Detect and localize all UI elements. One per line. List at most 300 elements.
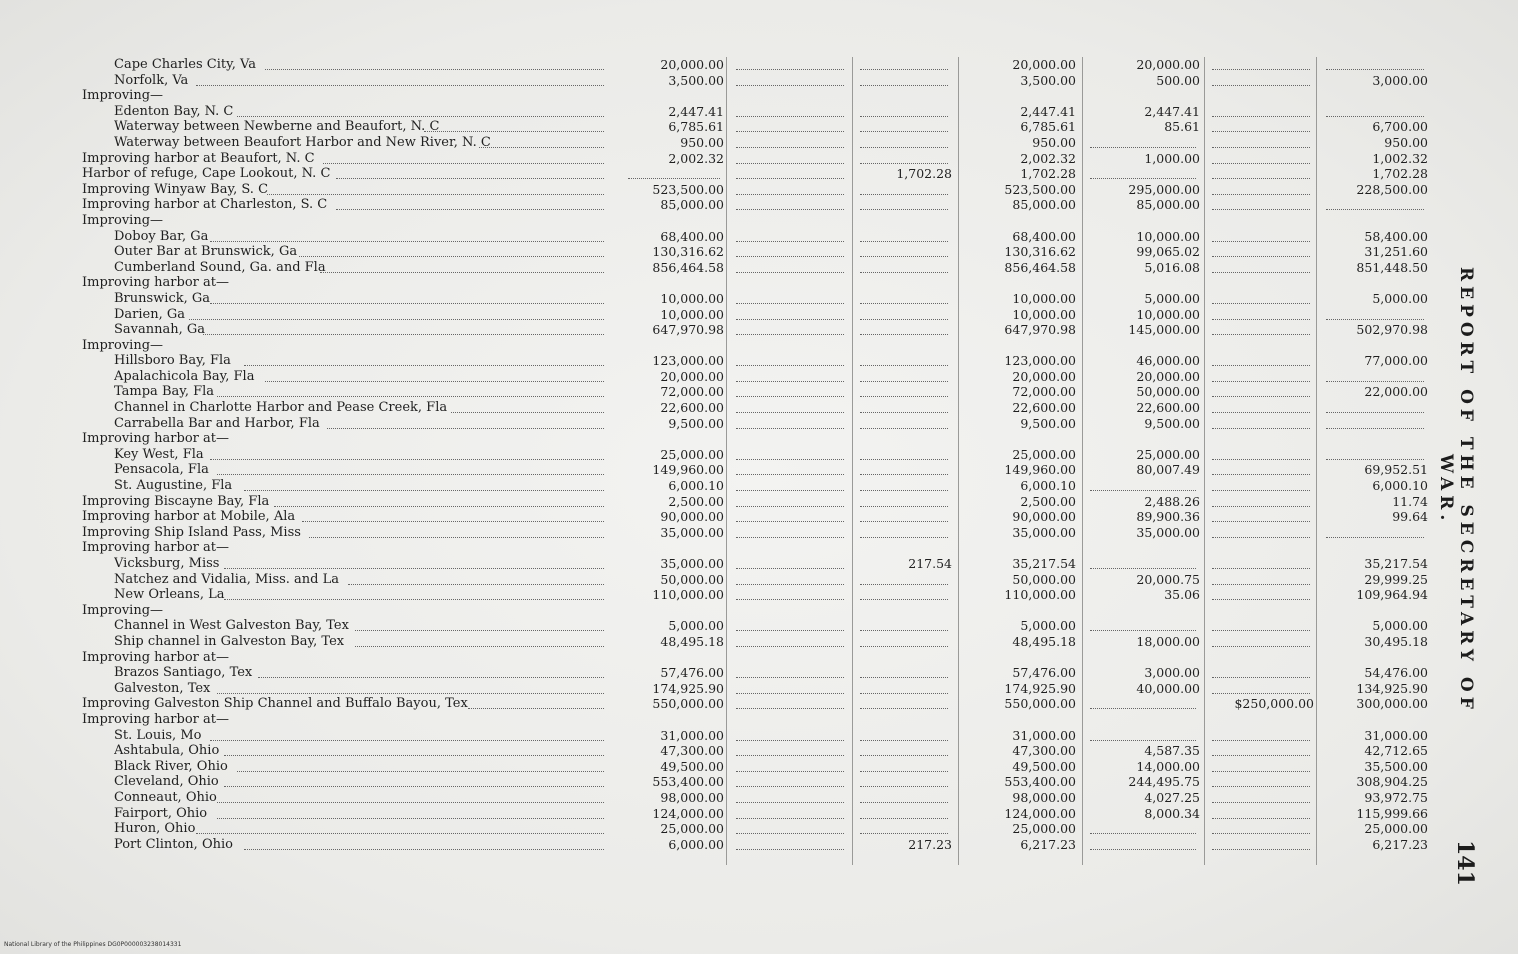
amount-c4: 35,000.00 bbox=[1012, 524, 1076, 540]
amount-c4: 10,000.00 bbox=[1012, 290, 1076, 306]
empty-cell-dots bbox=[860, 505, 948, 507]
empty-cell-dots bbox=[736, 255, 844, 257]
empty-cell-dots bbox=[860, 583, 948, 585]
table-row bbox=[82, 603, 1428, 619]
dot-leader bbox=[244, 848, 604, 850]
row-label: Carrabella Bar and Harbor, Fla bbox=[114, 415, 320, 431]
amount-c4: 1,702.28 bbox=[1020, 166, 1076, 182]
amount-c5: 500.00 bbox=[1156, 72, 1200, 88]
empty-cell-dots bbox=[860, 458, 948, 460]
empty-cell-dots bbox=[1326, 208, 1424, 210]
empty-cell-dots bbox=[860, 473, 948, 475]
empty-cell-dots bbox=[860, 536, 948, 538]
amount-c5: 9,500.00 bbox=[1144, 415, 1200, 431]
empty-cell-dots bbox=[1090, 567, 1196, 569]
amount-c1: 553,400.00 bbox=[652, 774, 724, 790]
table-row bbox=[82, 759, 1428, 775]
table-row bbox=[82, 587, 1428, 603]
amount-c5: 1,000.00 bbox=[1144, 150, 1200, 166]
empty-cell-dots bbox=[736, 707, 844, 709]
amount-c5: 80,007.49 bbox=[1136, 462, 1200, 478]
row-label: Huron, Ohio bbox=[114, 821, 196, 837]
empty-cell-dots bbox=[1326, 318, 1424, 320]
amount-c7: 35,217.54 bbox=[1364, 556, 1428, 571]
amount-c7: 3,000.00 bbox=[1372, 72, 1428, 88]
empty-cell-dots bbox=[1212, 208, 1310, 210]
table-row bbox=[82, 229, 1428, 245]
empty-cell-dots bbox=[1212, 240, 1310, 242]
row-label: Conneaut, Ohio bbox=[114, 789, 217, 805]
dot-leader bbox=[355, 629, 604, 631]
row-label: Galveston, Tex bbox=[114, 680, 211, 696]
empty-cell-dots bbox=[736, 177, 844, 179]
empty-cell-dots bbox=[860, 520, 948, 522]
table-row bbox=[82, 244, 1428, 260]
empty-cell-dots bbox=[736, 302, 844, 304]
amount-c1: 2,002.32 bbox=[668, 150, 724, 166]
amount-c5: 85,000.00 bbox=[1136, 197, 1200, 213]
empty-cell-dots bbox=[1212, 255, 1310, 257]
empty-cell-dots bbox=[1212, 817, 1310, 819]
empty-cell-dots bbox=[1212, 489, 1310, 491]
amount-c7: 851,448.50 bbox=[1356, 259, 1428, 275]
amount-c4: 6,217.23 bbox=[1020, 836, 1076, 852]
table-row bbox=[82, 104, 1428, 120]
empty-cell-dots bbox=[736, 692, 844, 694]
empty-cell-dots bbox=[860, 162, 948, 164]
row-label: Pensacola, Fla bbox=[114, 462, 209, 478]
amount-c7: 54,476.00 bbox=[1364, 665, 1428, 681]
dot-leader bbox=[258, 676, 604, 678]
amount-c4: 49,500.00 bbox=[1012, 758, 1076, 774]
amount-c1: 22,600.00 bbox=[660, 400, 724, 416]
empty-cell-dots bbox=[860, 489, 948, 491]
row-label: Darien, Ga bbox=[114, 306, 186, 322]
empty-cell-dots bbox=[1212, 177, 1310, 179]
empty-cell-dots bbox=[1212, 505, 1310, 507]
amount-c1: 48,495.18 bbox=[660, 633, 724, 649]
empty-cell-dots bbox=[1326, 411, 1424, 413]
dot-leader bbox=[237, 770, 604, 772]
empty-cell-dots bbox=[1212, 536, 1310, 538]
amount-c1: 647,970.98 bbox=[652, 322, 724, 338]
empty-cell-dots bbox=[1326, 380, 1424, 382]
amount-c1: 57,476.00 bbox=[660, 665, 724, 681]
amount-c7: 31,251.60 bbox=[1364, 244, 1428, 260]
amount-c7: 58,400.00 bbox=[1364, 228, 1428, 244]
table-row bbox=[82, 166, 1428, 182]
empty-cell-dots bbox=[736, 520, 844, 522]
empty-cell-dots bbox=[1212, 271, 1310, 273]
amount-c7: 25,000.00 bbox=[1364, 821, 1428, 837]
amount-c1: 47,300.00 bbox=[660, 743, 724, 759]
table-row bbox=[82, 338, 1428, 354]
amount-c4: 647,970.98 bbox=[1004, 322, 1076, 338]
empty-cell-dots bbox=[860, 146, 948, 148]
amount-c4: 9,500.00 bbox=[1020, 415, 1076, 431]
amount-c4: 57,476.00 bbox=[1012, 665, 1076, 681]
amount-c1: 124,000.00 bbox=[652, 805, 724, 821]
row-label: Outer Bar at Brunswick, Ga bbox=[114, 244, 298, 260]
table-row bbox=[82, 837, 1428, 853]
empty-cell-dots bbox=[1212, 645, 1310, 647]
amount-c4: 124,000.00 bbox=[1004, 805, 1076, 821]
amount-c5: 89,900.36 bbox=[1136, 509, 1200, 525]
amount-c7: 30,495.18 bbox=[1364, 633, 1428, 649]
table-row bbox=[82, 135, 1428, 151]
empty-cell-dots bbox=[1212, 427, 1310, 429]
amount-c1: 10,000.00 bbox=[660, 290, 724, 306]
group-heading: Improving— bbox=[82, 212, 164, 228]
amount-c5: 46,000.00 bbox=[1136, 353, 1200, 369]
empty-cell-dots bbox=[736, 427, 844, 429]
amount-c5: 20,000.75 bbox=[1136, 571, 1200, 587]
empty-cell-dots bbox=[1212, 333, 1310, 335]
empty-cell-dots bbox=[860, 380, 948, 382]
table-row bbox=[82, 525, 1428, 541]
amount-c1: 98,000.00 bbox=[660, 789, 724, 805]
group-heading: Improving harbor at— bbox=[82, 711, 229, 727]
empty-cell-dots bbox=[1212, 364, 1310, 366]
row-label: Port Clinton, Ohio bbox=[114, 836, 233, 852]
dot-leader bbox=[336, 208, 604, 210]
empty-cell-dots bbox=[1212, 115, 1310, 117]
empty-cell-dots bbox=[1212, 146, 1310, 148]
amount-c4: 110,000.00 bbox=[1004, 587, 1076, 603]
dot-leader bbox=[299, 255, 604, 257]
amount-c1: 2,447.41 bbox=[668, 103, 724, 119]
empty-cell-dots bbox=[860, 318, 948, 320]
group-heading: Improving— bbox=[82, 602, 164, 618]
amount-c5: 40,000.00 bbox=[1136, 680, 1200, 696]
amount-c7: 502,970.98 bbox=[1356, 322, 1428, 338]
dot-leader bbox=[189, 318, 604, 320]
dot-leader bbox=[327, 427, 604, 429]
dot-leader bbox=[424, 130, 604, 132]
dot-leader bbox=[265, 68, 604, 70]
empty-cell-dots bbox=[1212, 754, 1310, 756]
empty-cell-dots bbox=[1090, 629, 1196, 631]
amount-c4: 22,600.00 bbox=[1012, 400, 1076, 416]
table-row bbox=[82, 275, 1428, 291]
amount-c4: 72,000.00 bbox=[1012, 384, 1076, 400]
dot-leader bbox=[203, 333, 604, 335]
dot-leader bbox=[224, 567, 605, 569]
dot-leader bbox=[323, 162, 604, 164]
amount-c7: 228,500.00 bbox=[1356, 181, 1428, 197]
table-row bbox=[82, 322, 1428, 338]
dot-leader bbox=[355, 645, 604, 647]
amount-c5: 2,488.26 bbox=[1144, 493, 1200, 509]
table-row bbox=[82, 400, 1428, 416]
amount-c4: 550,000.00 bbox=[1004, 696, 1076, 712]
dot-leader bbox=[302, 520, 604, 522]
table-row bbox=[82, 774, 1428, 790]
dot-leader bbox=[196, 84, 604, 86]
table-row bbox=[82, 681, 1428, 697]
dot-leader bbox=[451, 411, 604, 413]
dot-leader bbox=[244, 364, 604, 366]
empty-cell-dots bbox=[736, 364, 844, 366]
amount-c1: 523,500.00 bbox=[652, 181, 724, 197]
row-label: Channel in West Galveston Bay, Tex bbox=[114, 618, 349, 634]
amount-c5: 10,000.00 bbox=[1136, 306, 1200, 322]
group-heading: Improving— bbox=[82, 88, 164, 104]
amount-c7: 22,000.00 bbox=[1364, 384, 1428, 400]
empty-cell-dots bbox=[860, 395, 948, 397]
empty-cell-dots bbox=[860, 115, 948, 117]
table-row bbox=[82, 540, 1428, 556]
table-row bbox=[82, 119, 1428, 135]
row-label: Channel in Charlotte Harbor and Pease Creek, Fla bbox=[114, 400, 448, 416]
empty-cell-dots bbox=[1212, 848, 1310, 850]
amount-c4: 50,000.00 bbox=[1012, 571, 1076, 587]
dot-leader bbox=[217, 817, 604, 819]
amount-c1: 550,000.00 bbox=[652, 696, 724, 712]
empty-cell-dots bbox=[1212, 473, 1310, 475]
dot-leader bbox=[267, 193, 604, 195]
empty-cell-dots bbox=[736, 146, 844, 148]
row-label: Improving harbor at Charleston, S. C bbox=[82, 197, 328, 213]
empty-cell-dots bbox=[1212, 395, 1310, 397]
empty-cell-dots bbox=[860, 676, 948, 678]
amount-c1: 31,000.00 bbox=[660, 727, 724, 743]
row-label: Apalachicola Bay, Fla bbox=[114, 368, 255, 384]
empty-cell-dots bbox=[860, 785, 948, 787]
group-heading: Improving harbor at— bbox=[82, 540, 229, 556]
empty-cell-dots bbox=[860, 208, 948, 210]
amount-c5: 85.61 bbox=[1164, 119, 1200, 135]
amount-c1: 3,500.00 bbox=[668, 72, 724, 88]
amount-c4: 523,500.00 bbox=[1004, 181, 1076, 197]
row-label: Ship channel in Galveston Bay, Tex bbox=[114, 633, 345, 649]
amount-c1: 35,000.00 bbox=[660, 556, 724, 571]
row-label: Improving Galveston Ship Channel and Buffalo Bayou, Tex bbox=[82, 696, 468, 712]
empty-cell-dots bbox=[1212, 162, 1310, 164]
amount-c1: 9,500.00 bbox=[668, 415, 724, 431]
empty-cell-dots bbox=[860, 411, 948, 413]
amount-c1: 110,000.00 bbox=[652, 587, 724, 603]
amount-c4: 68,400.00 bbox=[1012, 228, 1076, 244]
appropriations-table bbox=[82, 57, 1428, 852]
empty-cell-dots bbox=[1326, 536, 1424, 538]
amount-c7: 115,999.66 bbox=[1356, 805, 1428, 821]
amount-c3: 217.54 bbox=[908, 556, 952, 571]
empty-cell-dots bbox=[628, 177, 720, 179]
dot-leader bbox=[320, 271, 604, 273]
amount-c7: 1,702.28 bbox=[1372, 166, 1428, 182]
amount-c1: 6,785.61 bbox=[668, 119, 724, 135]
amount-c4: 2,447.41 bbox=[1020, 103, 1076, 119]
empty-cell-dots bbox=[1212, 676, 1310, 678]
amount-c6: $250,000.00 bbox=[1234, 696, 1314, 712]
amount-c4: 149,960.00 bbox=[1004, 462, 1076, 478]
row-label: Cumberland Sound, Ga. and Fla bbox=[114, 259, 326, 275]
empty-cell-dots bbox=[1212, 770, 1310, 772]
amount-c7: 300,000.00 bbox=[1356, 696, 1428, 712]
dot-leader bbox=[265, 380, 604, 382]
empty-cell-dots bbox=[736, 395, 844, 397]
row-label: Improving Biscayne Bay, Fla bbox=[82, 493, 270, 509]
empty-cell-dots bbox=[736, 536, 844, 538]
empty-cell-dots bbox=[736, 411, 844, 413]
empty-cell-dots bbox=[1212, 739, 1310, 741]
group-heading: Improving harbor at— bbox=[82, 275, 229, 291]
table-row bbox=[82, 462, 1428, 478]
amount-c7: 69,952.51 bbox=[1364, 462, 1428, 478]
amount-c5: 3,000.00 bbox=[1144, 665, 1200, 681]
amount-c5: 5,016.08 bbox=[1144, 259, 1200, 275]
empty-cell-dots bbox=[1212, 520, 1310, 522]
amount-c4: 25,000.00 bbox=[1012, 446, 1076, 462]
dot-leader bbox=[217, 692, 604, 694]
amount-c4: 47,300.00 bbox=[1012, 743, 1076, 759]
table-row bbox=[82, 712, 1428, 728]
amount-c5: 244,495.75 bbox=[1128, 774, 1200, 790]
empty-cell-dots bbox=[860, 271, 948, 273]
empty-cell-dots bbox=[860, 645, 948, 647]
empty-cell-dots bbox=[1212, 302, 1310, 304]
empty-cell-dots bbox=[860, 770, 948, 772]
empty-cell-dots bbox=[736, 832, 844, 834]
amount-c1: 130,316.62 bbox=[652, 244, 724, 260]
amount-c4: 5,000.00 bbox=[1020, 618, 1076, 634]
amount-c5: 22,600.00 bbox=[1136, 400, 1200, 416]
amount-c7: 134,925.90 bbox=[1356, 680, 1428, 696]
amount-c4: 6,785.61 bbox=[1020, 119, 1076, 135]
table-row bbox=[82, 650, 1428, 666]
amount-c5: 20,000.00 bbox=[1136, 57, 1200, 72]
group-heading: Improving harbor at— bbox=[82, 649, 229, 665]
amount-c4: 98,000.00 bbox=[1012, 789, 1076, 805]
row-label: Black River, Ohio bbox=[114, 758, 228, 774]
table-row bbox=[82, 494, 1428, 510]
empty-cell-dots bbox=[860, 629, 948, 631]
empty-cell-dots bbox=[736, 817, 844, 819]
empty-cell-dots bbox=[860, 427, 948, 429]
empty-cell-dots bbox=[1212, 130, 1310, 132]
row-label: Brunswick, Ga bbox=[114, 290, 211, 306]
amount-c1: 90,000.00 bbox=[660, 509, 724, 525]
empty-cell-dots bbox=[860, 193, 948, 195]
amount-c7: 11.74 bbox=[1392, 493, 1428, 509]
amount-c1: 2,500.00 bbox=[668, 493, 724, 509]
amount-c4: 2,002.32 bbox=[1020, 150, 1076, 166]
empty-cell-dots bbox=[1090, 146, 1196, 148]
empty-cell-dots bbox=[736, 318, 844, 320]
amount-c4: 20,000.00 bbox=[1012, 57, 1076, 72]
amount-c1: 49,500.00 bbox=[660, 758, 724, 774]
empty-cell-dots bbox=[736, 785, 844, 787]
empty-cell-dots bbox=[1212, 411, 1310, 413]
empty-cell-dots bbox=[736, 770, 844, 772]
table-row bbox=[82, 696, 1428, 712]
amount-c4: 2,500.00 bbox=[1020, 493, 1076, 509]
dot-leader bbox=[237, 115, 604, 117]
amount-c7: 42,712.65 bbox=[1364, 743, 1428, 759]
empty-cell-dots bbox=[736, 162, 844, 164]
dot-leader bbox=[210, 302, 604, 304]
amount-c5: 35.06 bbox=[1164, 587, 1200, 603]
empty-cell-dots bbox=[860, 68, 948, 70]
amount-c4: 6,000.10 bbox=[1020, 478, 1076, 494]
empty-cell-dots bbox=[1212, 84, 1310, 86]
table-row bbox=[82, 806, 1428, 822]
amount-c1: 50,000.00 bbox=[660, 571, 724, 587]
table-row bbox=[82, 556, 1428, 572]
row-label: Doboy Bar, Ga bbox=[114, 228, 209, 244]
dot-leader bbox=[274, 505, 604, 507]
amount-c4: 25,000.00 bbox=[1012, 821, 1076, 837]
table-row bbox=[82, 478, 1428, 494]
dot-leader bbox=[217, 801, 604, 803]
empty-cell-dots bbox=[1326, 68, 1424, 70]
row-label: Key West, Fla bbox=[114, 446, 204, 462]
amount-c4: 90,000.00 bbox=[1012, 509, 1076, 525]
empty-cell-dots bbox=[860, 739, 948, 741]
row-label: Cape Charles City, Va bbox=[114, 57, 256, 72]
empty-cell-dots bbox=[736, 645, 844, 647]
amount-c7: 1,002.32 bbox=[1372, 150, 1428, 166]
empty-cell-dots bbox=[860, 84, 948, 86]
empty-cell-dots bbox=[1212, 801, 1310, 803]
table-row bbox=[82, 369, 1428, 385]
amount-c4: 174,925.90 bbox=[1004, 680, 1076, 696]
amount-c1: 35,000.00 bbox=[660, 524, 724, 540]
amount-c1: 856,464.58 bbox=[652, 259, 724, 275]
empty-cell-dots bbox=[736, 598, 844, 600]
dot-leader bbox=[224, 754, 605, 756]
empty-cell-dots bbox=[860, 692, 948, 694]
amount-c1: 20,000.00 bbox=[660, 57, 724, 72]
row-label: Cleveland, Ohio bbox=[114, 774, 219, 790]
dot-leader bbox=[309, 536, 604, 538]
row-label: Improving harbor at Beaufort, N. C bbox=[82, 150, 315, 166]
dot-leader bbox=[244, 489, 604, 491]
amount-c5: 8,000.34 bbox=[1144, 805, 1200, 821]
empty-cell-dots bbox=[736, 848, 844, 850]
amount-c5: 145,000.00 bbox=[1128, 322, 1200, 338]
dot-leader bbox=[196, 832, 604, 834]
dot-leader bbox=[210, 240, 604, 242]
empty-cell-dots bbox=[1212, 832, 1310, 834]
row-label: Improving Ship Island Pass, Miss bbox=[82, 524, 301, 540]
empty-cell-dots bbox=[860, 302, 948, 304]
running-head-title: REPORT OF THE SECRETARY OF WAR. bbox=[1436, 266, 1476, 714]
amount-c7: 109,964.94 bbox=[1356, 587, 1428, 603]
empty-cell-dots bbox=[736, 115, 844, 117]
empty-cell-dots bbox=[1326, 115, 1424, 117]
empty-cell-dots bbox=[860, 707, 948, 709]
amount-c7: 93,972.75 bbox=[1364, 789, 1428, 805]
amount-c7: 6,217.23 bbox=[1372, 836, 1428, 852]
empty-cell-dots bbox=[736, 739, 844, 741]
amount-c7: 5,000.00 bbox=[1372, 618, 1428, 634]
empty-cell-dots bbox=[1326, 458, 1424, 460]
amount-c1: 6,000.10 bbox=[668, 478, 724, 494]
amount-c7: 6,000.10 bbox=[1372, 478, 1428, 494]
empty-cell-dots bbox=[860, 130, 948, 132]
amount-c7: 31,000.00 bbox=[1364, 727, 1428, 743]
amount-c4: 130,316.62 bbox=[1004, 244, 1076, 260]
table-row bbox=[82, 790, 1428, 806]
dot-leader bbox=[224, 598, 605, 600]
group-heading: Improving harbor at— bbox=[82, 431, 229, 447]
amount-c1: 123,000.00 bbox=[652, 353, 724, 369]
table-row bbox=[82, 57, 1428, 73]
amount-c4: 20,000.00 bbox=[1012, 368, 1076, 384]
amount-c7: 950.00 bbox=[1384, 134, 1428, 150]
